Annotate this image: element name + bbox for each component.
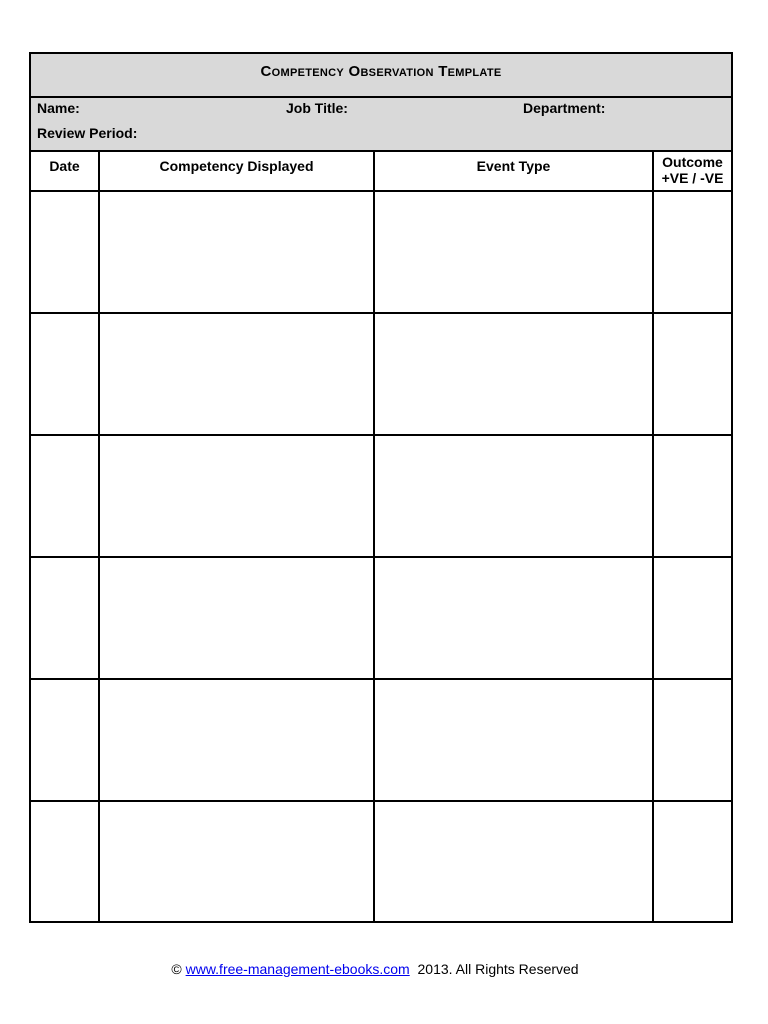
table-row[interactable] [31,314,731,436]
observation-form [29,52,733,923]
column-header-date: Date [49,158,80,174]
name-label: Name: [37,100,80,116]
table-row[interactable] [31,192,731,314]
department-label: Department: [523,100,606,116]
table-row[interactable] [31,558,731,680]
copyright-footer [0,961,750,977]
table-row[interactable] [31,436,731,558]
table-row[interactable] [31,802,731,921]
copyright-symbol: © [171,961,182,977]
form-title: Competency Observation Template [31,54,731,98]
column-header-outcome [654,152,731,190]
job-title-label: Job Title: [286,100,348,116]
table-header [31,152,731,192]
outcome-scale-label: +VE / -VE [661,170,724,186]
column-header-competency: Competency Displayed [159,158,314,174]
rights-text: 2013. All Rights Reserved [417,961,579,977]
review-period-label: Review Period: [37,125,138,141]
outcome-label: Outcome [662,154,723,170]
website-link[interactable]: www.free-management-ebooks.com [185,961,410,977]
column-header-event-type: Event Type [476,158,551,174]
table-row[interactable] [31,680,731,802]
info-section [31,98,731,152]
